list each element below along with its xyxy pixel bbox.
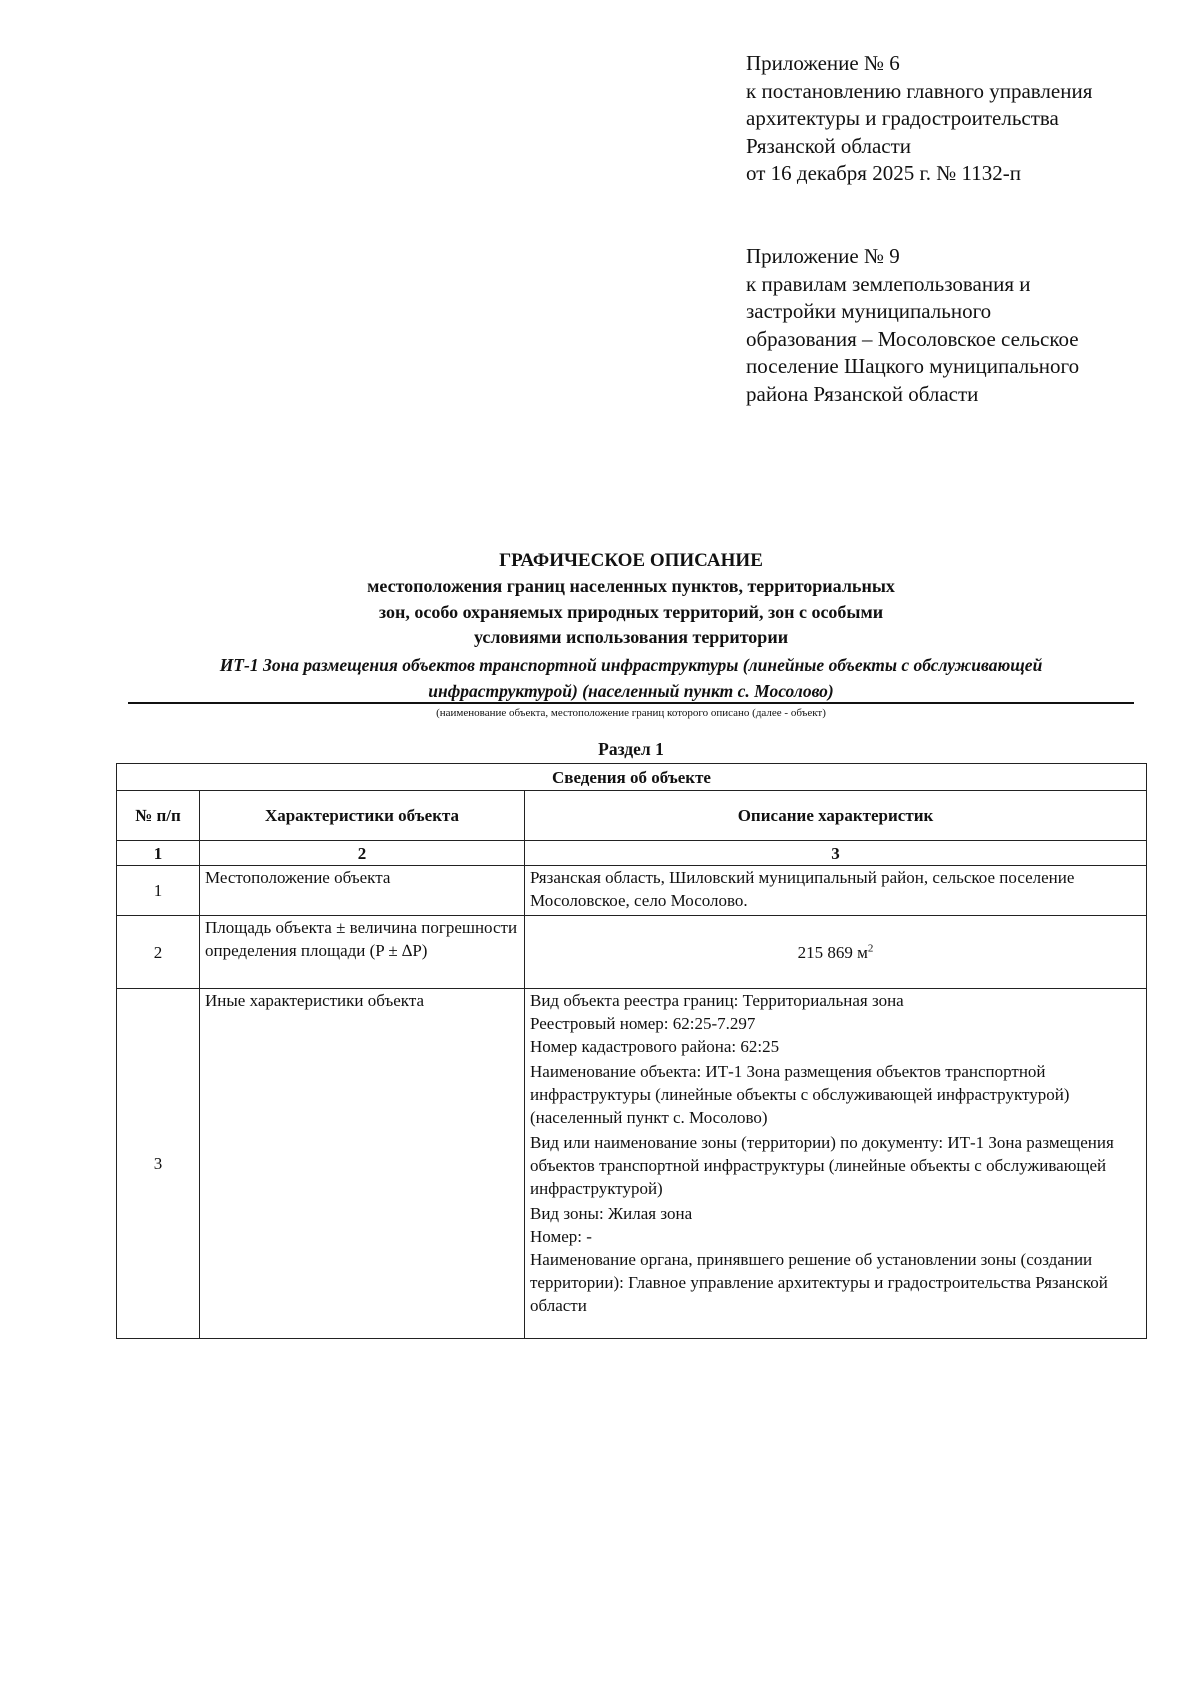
row-characteristic: Площадь объекта ± величина погрешности определения площади (P ± ∆P) <box>200 916 525 989</box>
appendix-6-line: архитектуры и градостроительства <box>746 106 1059 130</box>
document-title-block <box>128 548 1134 703</box>
document-subtitle-line: зон, особо охраняемых природных территорий, зон с особыми <box>378 601 884 622</box>
appendix-9-line: застройки муниципального <box>746 299 992 323</box>
row-num: 3 <box>117 989 200 1339</box>
description-line: Рязанская область, Шиловский муниципальный район, сельское поселение Мосоловское, село Мосолово. <box>530 868 1075 910</box>
appendix-9-line: образования – Мосоловское сельское <box>746 326 1079 351</box>
appendix-6-line: от 16 декабря 2025 г. № 1132-п <box>746 161 1021 185</box>
row-description <box>525 989 1147 1339</box>
area-value: 215 869 м <box>797 942 868 962</box>
description-line: Наименование органа, принявшего решение об установлении зоны (создании территории): Главное управление архитектуры и градостроительства Рязанской области <box>530 1250 1108 1315</box>
description-line: Номер кадастрового района: 62:25 <box>530 1037 780 1056</box>
appendix-6-line: Рязанской области <box>746 133 912 158</box>
object-caption: (наименование объекта, местоположение границ которого описано (далее - объект) <box>436 707 826 719</box>
appendix-6-line: к постановлению главного управления <box>746 78 1093 103</box>
appendix-9-line: района Рязанской области <box>746 381 979 406</box>
appendix-6-block <box>746 50 1186 188</box>
title-underline <box>128 702 1134 704</box>
column-number: 3 <box>525 841 1147 866</box>
section-label: Раздел 1 <box>598 739 664 759</box>
table-row <box>117 866 1147 916</box>
row-num: 1 <box>117 866 200 916</box>
appendix-9-line: Приложение № 9 <box>746 244 900 268</box>
table-row <box>117 916 1147 989</box>
header-num: № п/п <box>117 791 200 841</box>
row-characteristic: Местоположение объекта <box>200 866 525 916</box>
header-description: Описание характеристик <box>525 791 1147 841</box>
appendix-9-line: к правилам землепользования и <box>746 271 1031 296</box>
description-line: Наименование объекта: ИТ-1 Зона размещения объектов транспортной инфраструктуры (линейные объекты с обслуживающей инфраструктурой) (населенный пункт с. Мосолово) <box>530 1062 1070 1127</box>
appendix-6-line: Приложение № 6 <box>746 51 900 75</box>
document-subtitle-line: местоположения границ населенных пунктов, территориальных <box>367 576 895 596</box>
column-number: 1 <box>117 841 200 866</box>
row-description <box>525 866 1147 916</box>
object-name-line: инфраструктурой) (населенный пункт с. Мосолово) <box>428 680 834 701</box>
appendix-9-line: поселение Шацкого муниципального <box>746 354 1080 378</box>
object-name-line: ИТ-1 Зона размещения объектов транспортной инфраструктуры (линейные объекты с обслуживающей <box>219 654 1043 675</box>
appendix-9-block <box>746 243 1186 408</box>
description-line: Вид объекта реестра границ: Территориальная зона <box>530 991 904 1010</box>
object-info-table <box>116 763 1147 1339</box>
description-line: Вид зоны: Жилая зона <box>530 1204 693 1223</box>
area-unit-exponent: 2 <box>867 941 874 954</box>
column-number: 2 <box>200 841 525 866</box>
document-subtitle-line: условиями использования территории <box>473 627 789 647</box>
description-line: Номер: - <box>530 1227 592 1246</box>
table-row <box>117 989 1147 1339</box>
row-num: 2 <box>117 916 200 989</box>
document-title: ГРАФИЧЕСКОЕ ОПИСАНИЕ <box>499 550 763 571</box>
row-characteristic: Иные характеристики объекта <box>200 989 525 1339</box>
area-value-cell <box>525 916 1147 989</box>
description-line: Вид или наименование зоны (территории) по документу: ИТ-1 Зона размещения объектов транспортной инфраструктуры (линейные объекты с обслуживающей инфраструктурой) <box>530 1133 1114 1198</box>
table-title: Сведения об объекте <box>117 764 1147 791</box>
description-line: Реестровый номер: 62:25-7.297 <box>530 1014 756 1033</box>
header-characteristic: Характеристики объекта <box>200 791 525 841</box>
